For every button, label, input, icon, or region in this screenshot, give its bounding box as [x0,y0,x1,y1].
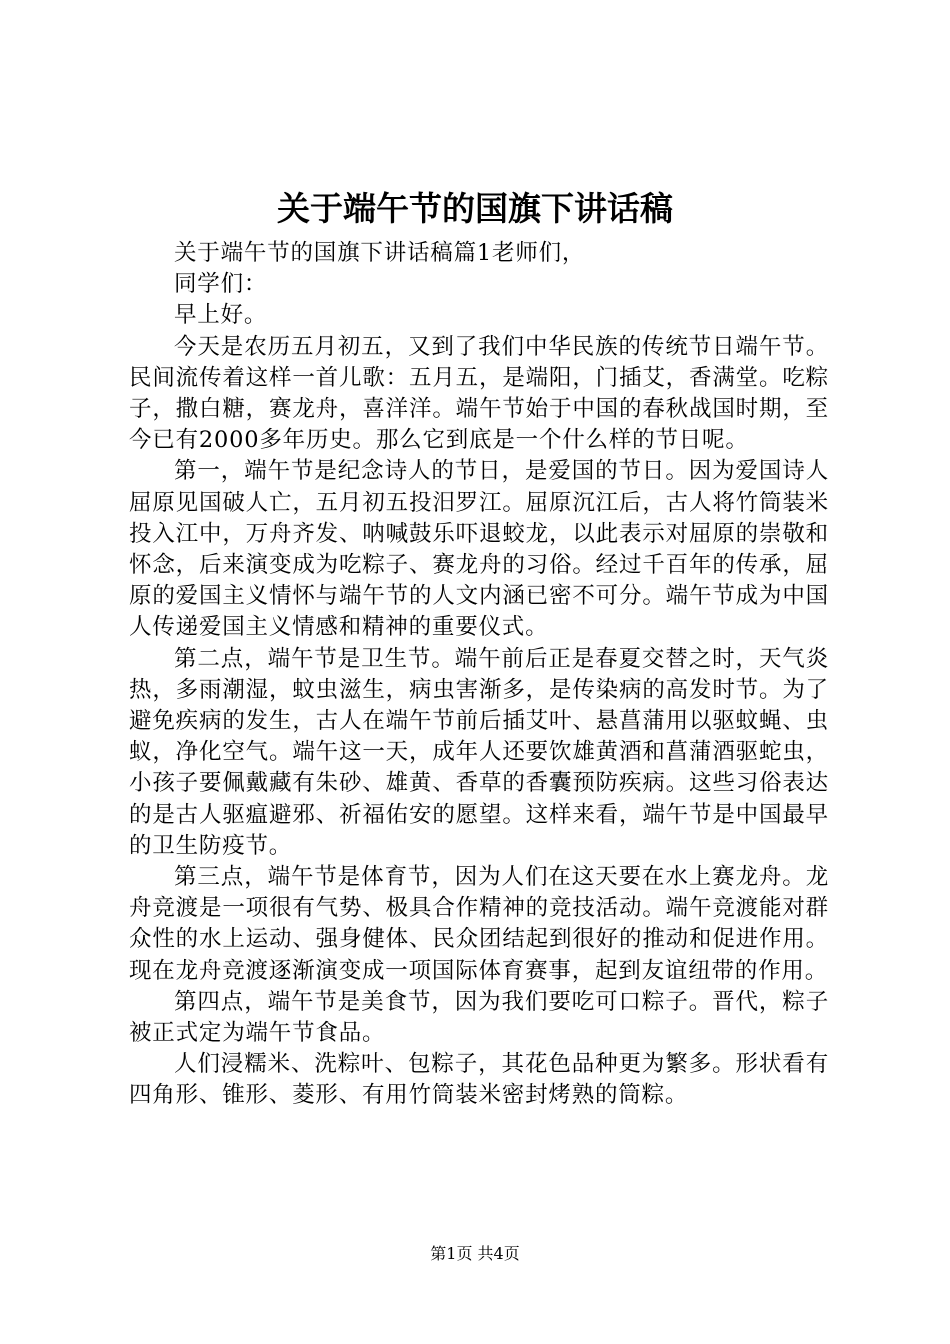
paragraph: 第一，端午节是纪念诗人的节日，是爱国的节日。因为爱国诗人屈原见国破人亡，五月初五投汨罗江。屈原沉江后，古人将竹筒装米投入江中，万舟齐发、呐喊鼓乐吓退蛟龙，以此表示对屈原的崇敬和怀念，后来演变成为吃粽子、赛龙舟的习俗。经过千百年的传承，屈原的爱国主义情怀与端午节的人文内涵已密不可分。端午节成为中国人传递爱国主义情感和精神的重要仪式。 [129,458,829,641]
paragraph: 今天是农历五月初五，又到了我们中华民族的传统节日端午节。民间流传着这样一首儿歌：五月五，是端阳，门插艾，香满堂。吃粽子，撒白糖，赛龙舟，喜洋洋。端午节始于中国的春秋战国时期，至今已有2000多年历史。那么它到底是一个什么样的节日呢。 [129,333,829,454]
document-title: 关于端午节的国旗下讲话稿 [277,189,673,228]
paragraph: 第二点，端午节是卫生节。端午前后正是春夏交替之时，天气炎热，多雨潮湿，蚊虫滋生，病虫害渐多，是传染病的高发时节。为了避免疾病的发生，古人在端午节前后插艾叶、悬菖蒲用以驱蚊蝇、虫蚁，净化空气。端午这一天，成年人还要饮雄黄酒和菖蒲酒驱蛇虫，小孩子要佩戴藏有朱砂、雄黄、香草的香囊预防疾病。这些习俗表达的是古人驱瘟避邪、祈福佑安的愿望。这样来看，端午节是中国最早的卫生防疫节。 [129,645,829,859]
paragraph: 同学们： [174,271,268,298]
page-number: 第1页 共4页 [430,1244,520,1263]
paragraph: 关于端午节的国旗下讲话稿篇1老师们， [174,240,586,266]
document-body [129,238,829,1112]
paragraph: 人们浸糯米、洗粽叶、包粽子，其花色品种更为繁多。形状看有四角形、锥形、菱形、有用竹筒装米密封烤熟的筒粽。 [129,1051,829,1109]
paragraph: 第三点，端午节是体育节，因为人们在这天要在水上赛龙舟。龙舟竞渡是一项很有气势、极具合作精神的竞技活动。端午竞渡能对群众性的水上运动、强身健体、民众团结起到很好的推动和促进作用。现在龙舟竞渡逐渐演变成一项国际体育赛事，起到友谊纽带的作用。 [129,864,829,984]
page-footer [0,1242,950,1266]
paragraph: 第四点，端午节是美食节，因为我们要吃可口粽子。晋代，粽子被正式定为端午节食品。 [129,988,829,1047]
paragraph: 早上好。 [174,302,268,329]
